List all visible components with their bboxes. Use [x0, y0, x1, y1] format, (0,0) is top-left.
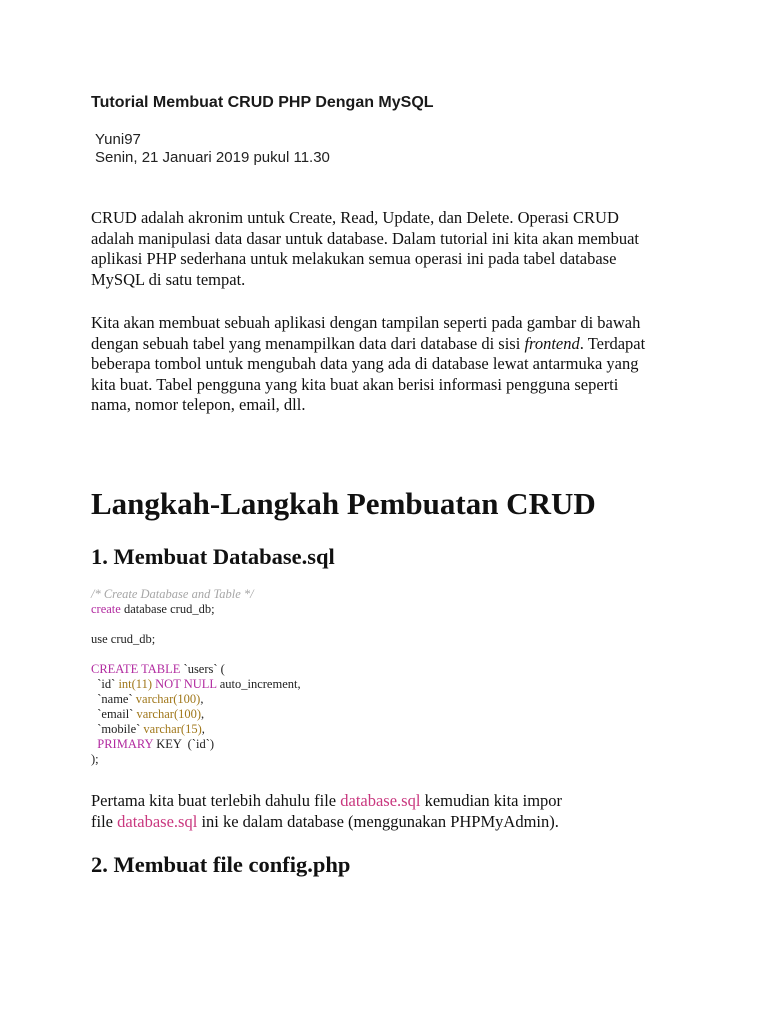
- code-text: database crud_db;: [120, 602, 215, 616]
- code-text: `users` (: [180, 662, 225, 676]
- code-text: `email`: [91, 707, 137, 721]
- import-text: ini ke dalam database (menggunakan PHPMyAdmin).: [197, 811, 559, 831]
- post-meta: [95, 131, 330, 167]
- code-text: KEY (`id`): [153, 737, 215, 751]
- code-size: (11): [131, 677, 156, 691]
- description-text: dengan sebuah tabel yang menampilkan data dari database di sisi: [91, 333, 525, 353]
- code-line: [91, 677, 301, 692]
- code-type: varchar: [135, 692, 174, 706]
- post-date: Senin, 21 Januari 2019 pukul 11.30: [95, 149, 330, 166]
- description-text: . Terdapat: [579, 333, 646, 353]
- import-line: [91, 812, 691, 833]
- code-keyword: PRIMARY: [97, 737, 154, 751]
- code-type: int: [118, 677, 132, 691]
- code-blank-line: [91, 617, 301, 632]
- description-line: Kita akan membuat sebuah aplikasi dengan tampilan seperti pada gambar di bawah: [91, 313, 641, 332]
- code-size: (15): [180, 722, 202, 736]
- import-text: kemudian kita impor: [420, 791, 563, 810]
- main-heading: Langkah-Langkah Pembuatan CRUD: [91, 486, 596, 521]
- code-line: [91, 602, 301, 617]
- code-size: (100): [173, 692, 201, 706]
- step2-heading: 2. Membuat file config.php: [91, 852, 351, 877]
- post-title: Tutorial Membuat CRUD PHP Dengan MySQL: [91, 94, 434, 111]
- code-text: `name`: [91, 692, 136, 706]
- code-type: varchar: [136, 707, 174, 721]
- code-text: auto_increment,: [216, 677, 301, 691]
- code-keyword: NOT NULL: [155, 677, 217, 691]
- code-line: [91, 707, 301, 722]
- author-name: Yuni97: [95, 131, 141, 148]
- code-line: use crud_db;: [91, 632, 156, 646]
- sql-code-block: [91, 587, 301, 767]
- database-sql-link[interactable]: database.sql: [340, 791, 421, 810]
- description-line: [91, 334, 691, 355]
- code-line: );: [91, 752, 99, 766]
- import-paragraph: [91, 791, 691, 832]
- code-text: ,: [201, 707, 205, 721]
- database-sql-link[interactable]: database.sql: [117, 811, 198, 831]
- code-line: [91, 662, 301, 677]
- code-comment: /* Create Database and Table */: [91, 587, 254, 601]
- description-paragraph: [91, 313, 691, 416]
- code-keyword: CREATE TABLE: [91, 662, 181, 676]
- code-text: `mobile`: [91, 722, 144, 736]
- description-line: kita buat. Tabel pengguna yang kita buat akan berisi informasi pengguna seperti: [91, 374, 619, 394]
- intro-paragraph: [91, 208, 691, 290]
- code-text: ,: [201, 722, 205, 736]
- import-text: file: [91, 811, 118, 831]
- intro-line: adalah manipulasi data dasar untuk database. Dalam tutorial ini kita akan membuat: [91, 228, 639, 248]
- code-line: [91, 722, 301, 737]
- code-line: [91, 737, 301, 752]
- intro-line: aplikasi PHP sederhana untuk melakukan semua operasi ini pada tabel database: [91, 249, 617, 268]
- frontend-emphasis: frontend: [524, 333, 580, 353]
- import-line: [91, 791, 691, 812]
- code-size: (100): [173, 707, 202, 721]
- code-type: varchar: [143, 722, 181, 736]
- description-line: nama, nomor telepon, email, dll.: [91, 395, 306, 414]
- code-text: ,: [200, 692, 204, 706]
- step1-heading: 1. Membuat Database.sql: [91, 544, 335, 569]
- import-text: Pertama kita buat terlebih dahulu file: [91, 791, 341, 810]
- code-blank-line: [91, 647, 301, 662]
- code-keyword: create: [91, 602, 121, 616]
- intro-line: MySQL di satu tempat.: [91, 269, 246, 289]
- description-line: beberapa tombol untuk mengubah data yang ada di database lewat antarmuka yang: [91, 354, 639, 373]
- intro-line: CRUD adalah akronim untuk Create, Read, Update, dan Delete. Operasi CRUD: [91, 208, 619, 227]
- code-line: [91, 692, 301, 707]
- code-text: `id`: [91, 677, 119, 691]
